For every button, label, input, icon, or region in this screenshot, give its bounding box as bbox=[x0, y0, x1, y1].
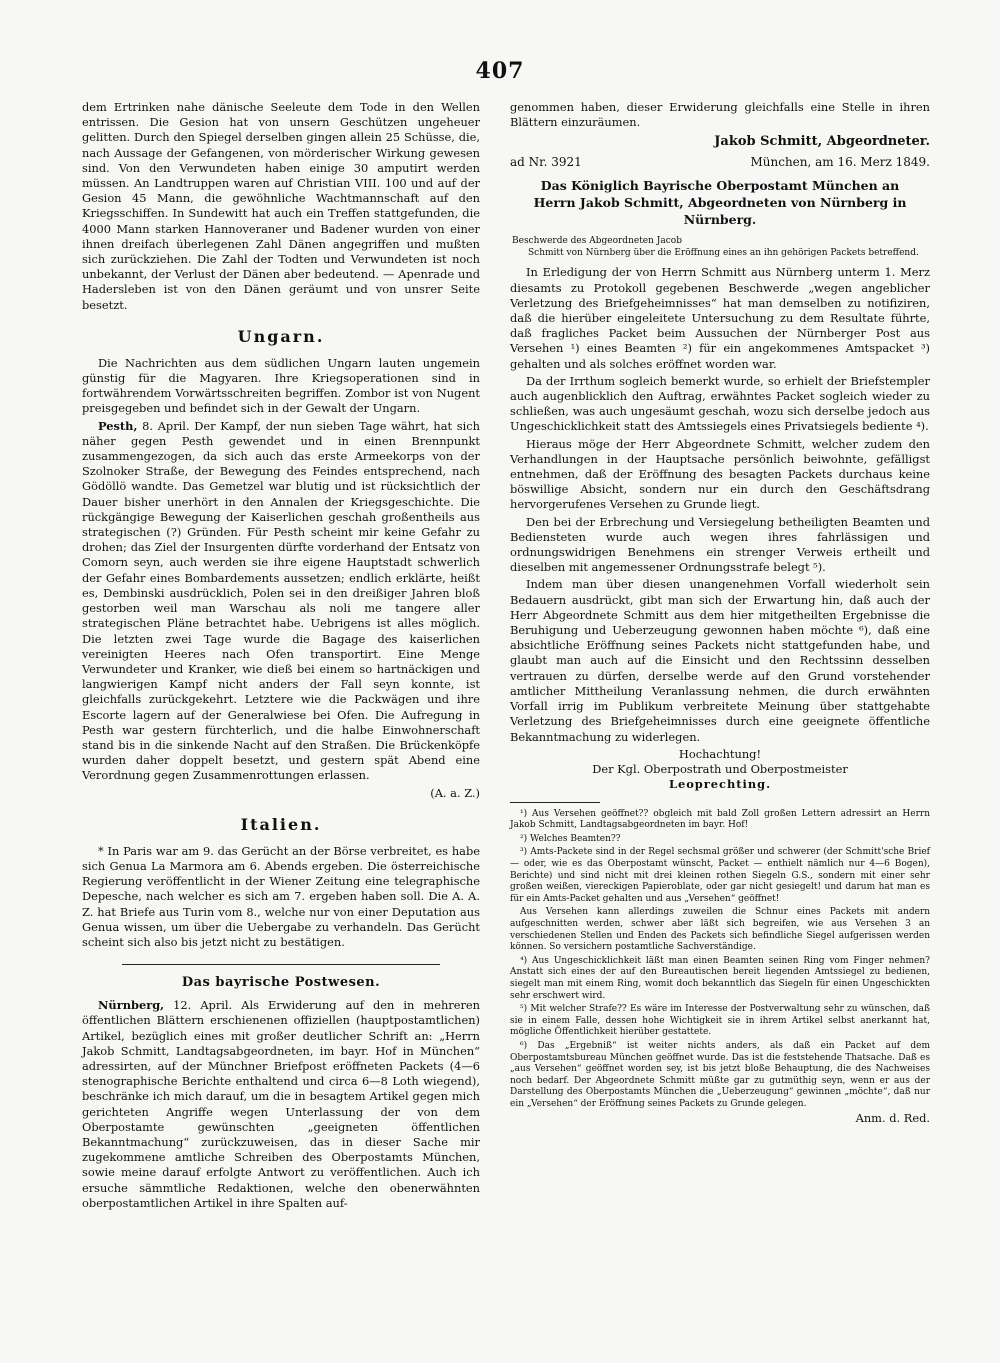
article-text: Der Kampf, der nun sieben Tage währt, hat sich näher gegen Pesth gewendet und in einen Brennpunkt zusammengezogen, da sich auch das erste Armeekorps von der Szolnoker Straße, der Bewegung des Feindes entsprechend, nach Gödöllö wandte. Das Gemetzel war blutig und ist rücksichtlich der Dauer bisher unerhört in den Annalen der Kriegsgeschichte. Die rückgängige Bewegung der Kaiserlichen geschah großentheils aus strategischen (?) Gründen. Für Pesth scheint mir keine Gefahr zu drohen; das Ziel der Insurgenten dürfte vorderhand der Entsatz von Comorn seyn, auch werden sie ihre eigene Hauptstadt schwerlich der Gefahr eines Bombardements aussetzen; endlich erklärte, heißt es, Dembinski ausdrücklich, Polen sei in den dreißiger Jahren bloß gestorben weil man Warschau als noli me tangere aller strategischen Pläne betrachtet habe. Uebrigens ist alles möglich. Die letzten zwei Tage wurde die Bagage des kaiserlichen vereinigten Heeres nach Ofen transportirt. Eine Menge Verwundeter und Kranker, wie dieß bei einem so hartnäckigen und langwierigen Kampf nicht anders der Fall seyn konnte, ist gleichfalls zurückgekehrt. Letztere wie die Packwägen und ihre Escorte lagern auf der Generalwiese bei Ofen. Die Aufregung in Pesth war gestern fürchterlich, und die halbe Einwohnerschaft stand bis in die sinkende Nacht auf den Straßen. Die Brückenköpfe wurden daher doppelt besetzt, und gestern spät Abend eine Verordnung gegen Zusammenrottungen erlassen. bbox=[82, 418, 480, 783]
footnote: ⁴) Aus Ungeschicklichkeit läßt man einen Beamten seinen Ring vom Finger nehmen? Anstatt sich eines der auf den Bureautischen bereit liegenden Amtssiegel zu bedienen, siegelt man mit einem Ring, womit doch bekanntlich das Siegeln für einen Ungeschickten sehr erschwert wird. bbox=[510, 955, 930, 1001]
complaint-first-line: Beschwerde des Abgeordneten Jacob bbox=[512, 236, 682, 247]
footnote: ⁶) Das „Ergebniß“ ist weiter nichts anders, als daß ein Packet auf dem Oberpostamtsbureau München geöffnet wurde. Das ist die feststehende Thatsache. Daß es „aus Versehen“ geöffnet worden sey, ist bis jetzt bloße Behauptung, die des Nachweises noch bedarf. Der Abgeordnete Schmitt müßte gar zu gutmüthig seyn, wenn er aus der Darstellung des Oberpostamts München die „Ueberzeugung“ gewinnen „möchte“, daß nur ein „Versehen“ der Eröffnung seines Packets zu Grunde gelegen. bbox=[510, 1040, 930, 1109]
place-date: München, am 16. Merz 1849. bbox=[750, 155, 930, 170]
footnote: ³) Amts-Packete sind in der Regel sechsmal größer und schwerer (der Schmitt'sche Brief — oder, wie es das Oberpostamt wünscht, Packet — enthielt nämlich nur 4—6 Bogen), Berichte) und sind nicht mit drei kleinen rothen Siegeln G.S., sondern mit einer sehr großen weißen, viereckigen Papieroblate, oder gar nicht gesiegelt! und darum hat man es für ein Amts-Packet gehalten und aus „Versehen“ geöffnet! bbox=[510, 847, 930, 904]
closing-salutation: Hochachtung! bbox=[678, 746, 762, 761]
footnote: ²) Welches Beamten?? bbox=[520, 833, 621, 844]
footnote: ⁵) Mit welcher Strafe?? Es wäre im Interesse der Postverwaltung sehr zu wünschen, daß sie in einem Falle, dessen hohe Wichtigkeit sie in ihrem Artikel selbst anerkannt hat, mögliche Öffentlichkeit hierüber gestattete. bbox=[510, 1004, 930, 1038]
section-heading-italien: Italien. bbox=[240, 814, 322, 834]
letter-paragraph: Indem man über diesen unangenehmen Vorfall wiederholt sein Bedauern ausdrückt, gibt man sich der Erwartung hin, daß auch der Herr Abgeordnete Schmitt aus dem hier mitgetheilten Ergebnisse die Beruhigung und Ueberzeugung gewonnen haben möchte ⁶), daß eine absichtliche Eröffnung seines Packets nicht stattgefunden habe, und glaubt man auch auf die Einsicht und den Rechtssinn desselben vertrauen zu dürfen, derselbe werde auf den Grund vorstehender amtlicher Mittheilung Veranlassung nehmen, die durch erwähnten Vorfall irrig im Publikum verbreitete Meinung über stattgehabte Verletzung des Briefgeheimnisses durch eine geeignete öffentliche Bekanntmachung zu widerlegen. bbox=[510, 577, 930, 744]
complaint-continuation: Schmitt von Nürnberg über die Eröffnung eines an ihn gehörigen Packets betreffend. bbox=[528, 247, 919, 258]
article-paragraph: genommen haben, dieser Erwiderung gleichfalls eine Stelle in ihren Blättern einzuräumen. bbox=[510, 100, 930, 130]
signatory-name: Leoprechting. bbox=[668, 776, 772, 791]
complaint-subject bbox=[510, 236, 930, 259]
dateline-date: 12. April. bbox=[164, 998, 233, 1013]
signatory-office: Der Kgl. Oberpostrath und Oberpostmeister bbox=[592, 761, 848, 776]
dateline-date: 8. April. bbox=[137, 418, 190, 433]
page-number: 407 bbox=[475, 58, 525, 84]
article-paragraph: * In Paris war am 9. das Gerücht an der Börse verbreitet, es habe sich Genua La Marmora am 6. Abends ergeben. Die österreichische Regierung veröffentlicht in der Wiener Zeitung eine telegraphische Depesche, nach welcher es sich am 7. ergeben haben soll. Die A. A. Z. hat Briefe aus Turin vom 8., welche nur von einer Deputation aus Genua wissen, um über die Uebergabe zu verhandeln. Das Gerücht scheint sich also bis jetzt nicht zu bestätigen. bbox=[82, 843, 480, 949]
article-paragraph: dem Ertrinken nahe dänische Seeleute dem Tode in den Wellen entrissen. Die Gesion hat von unsern Geschützen ungeheuer gelitten. Durch den Spiegel derselben gingen allein 25 Schüsse, die, nach Aussage der Gefangenen, von mörderischer Wirkung gewesen sind. Von den Verwundeten haben einige 30 amputirt werden müssen. An Landtruppen waren auf Christian VIII. 100 und auf der Gesion 45 Mann, die gewöhnliche Wachtmannschaft auf den Kriegsschiffen. In Sundewitt hat auch ein Treffen stattgefunden, die 4000 Mann starken Hannoveraner und Badener wurden von einer ihnen dreifach überlegenen Zahl Dänen angegriffen und mußten sich zurückziehen. Die Zahl der Todten und Verwundeten ist noch unbekannt, der Verlust der Dänen aber bedeutend. — Apenrade und Hadersleben ist von den Dänen geräumt und von unsrer Seite besetzt. bbox=[82, 100, 480, 312]
right-column bbox=[510, 100, 930, 1126]
footnote: ¹) Aus Versehen geöffnet?? obgleich mit bald Zoll großen Lettern adressirt an Herrn Jakob Schmitt, Landtagsabgeordneten im bayr. Hof! bbox=[510, 808, 930, 831]
footnote-divider bbox=[510, 802, 600, 803]
letter-paragraph: In Erledigung der von Herrn Schmitt aus Nürnberg unterm 1. Merz diesamts zu Protokoll gegebenen Beschwerde „wegen angeblicher Verletzung des Briefgeheimnisses“ hat man demselben zu notifiziren, daß die hierüber eingeleitete Untersuchung zu dem Resultate führte, daß fragliches Packet beim Aussuchen der Nürnberger Post aus Versehen ¹) eines Beamten ²) für ein angekommenes Amtspacket ³) gehalten und als solches eröffnet worden war. bbox=[510, 265, 930, 371]
letter-paragraph: Da der Irrthum sogleich bemerkt wurde, so erhielt der Briefstempler auch augenblicklich den Auftrag, erwähntes Packet sogleich wieder zu schließen, was auch ungesäumt geschah, wozu sich derselbe jedoch aus Ungeschicklichkeit statt des Amtssiegels eines Privatsiegels bediente ⁴). bbox=[510, 373, 930, 434]
source-attribution: (A. a. Z.) bbox=[430, 785, 480, 800]
letter-paragraph: Hieraus möge der Herr Abgeordnete Schmitt, welcher zudem den Verhandlungen in der Hauptsache persönlich beiwohnte, gefälligst entnehmen, daß der Eröffnung des besagten Packets durchaus keine böswillige Absicht, sondern nur ein durch den Geschäftsdrang hervorgerufenes Versehen zu Grunde liegt. bbox=[510, 436, 930, 512]
footnote: Aus Versehen kann allerdings zuweilen die Schnur eines Packets mit andern aufgeschnitten werden, schwer aber läßt sich begreifen, wie aus Versehen 3 an verschiedenen Stellen und Enden des Packets sich befindliche Siegel aufgerissen werden können. So versichern postamtliche Sachverständige. bbox=[510, 907, 930, 953]
footnote-author: Anm. d. Red. bbox=[855, 1110, 930, 1125]
section-heading-ungarn: Ungarn. bbox=[237, 326, 325, 346]
section-heading-postwesen: Das bayrische Postwesen. bbox=[181, 975, 381, 991]
dateline-place: Nürnberg, bbox=[98, 998, 165, 1013]
section-divider bbox=[122, 964, 440, 965]
article-paragraph bbox=[82, 419, 480, 784]
reference-row bbox=[510, 155, 930, 169]
letter-title: Das Königlich Bayrische Oberpostamt München an Herrn Jakob Schmitt, Abgeordneten von Nürnberg in Nürnberg. bbox=[533, 178, 907, 228]
letter-paragraph: Den bei der Erbrechung und Versiegelung betheiligten Beamten und Bediensteten wurde auch wegen ihres fahrlässigen und ordnungswidrigen Benehmens ein strenger Verweis ertheilt und dieselben mit angemessener Ordnungsstrafe belegt ⁵). bbox=[510, 514, 930, 575]
signature: Jakob Schmitt, Abgeordneter. bbox=[714, 134, 930, 150]
reference-number: ad Nr. 3921 bbox=[510, 155, 582, 170]
footnotes bbox=[510, 809, 930, 1124]
article-text: Als Erwiderung auf den in mehreren öffentlichen Blättern erschienenen offiziellen (hauptpostamtlichen) Artikel, bezüglich eines mit großer deutlicher Schrift an: „Herrn Jakob Schmitt, Landtagsabgeordneten, im bayr. Hof in München“ adressirten, auf der Münchner Briefpost eröffneten Packets (4—6 stenographische Berichte enthaltend und circa 6—8 Loth wiegend), beschränke ich mich darauf, um die in besagtem Artikel gegen mich gerichteten Angriffe wegen Unterlassung der von dem Oberpostamte gewünschten „geeigneten öffentlichen Bekanntmachung“ zurückzuweisen, das in dieser Sache mir zugekommene amtliche Schreiben des Oberpostamts München, sowie meine darauf erfolgte Antwort zu veröffentlichen. Auch ich ersuche sämmtliche Redaktionen, welche den obenerwähnten oberpostamtlichen Artikel in ihre Spalten auf- bbox=[82, 998, 480, 1210]
dateline-place: Pesth, bbox=[98, 418, 138, 433]
article-paragraph: Die Nachrichten aus dem südlichen Ungarn lauten ungemein günstig für die Magyaren. Ihre Kriegsoperationen sind in fortwährendem Vorwärtsschreiten begriffen. Zombor ist von Nugent preisgegeben und befindet sich in der Gewalt der Ungarn. bbox=[82, 355, 480, 416]
left-column bbox=[82, 100, 480, 1213]
article-paragraph bbox=[82, 998, 480, 1211]
